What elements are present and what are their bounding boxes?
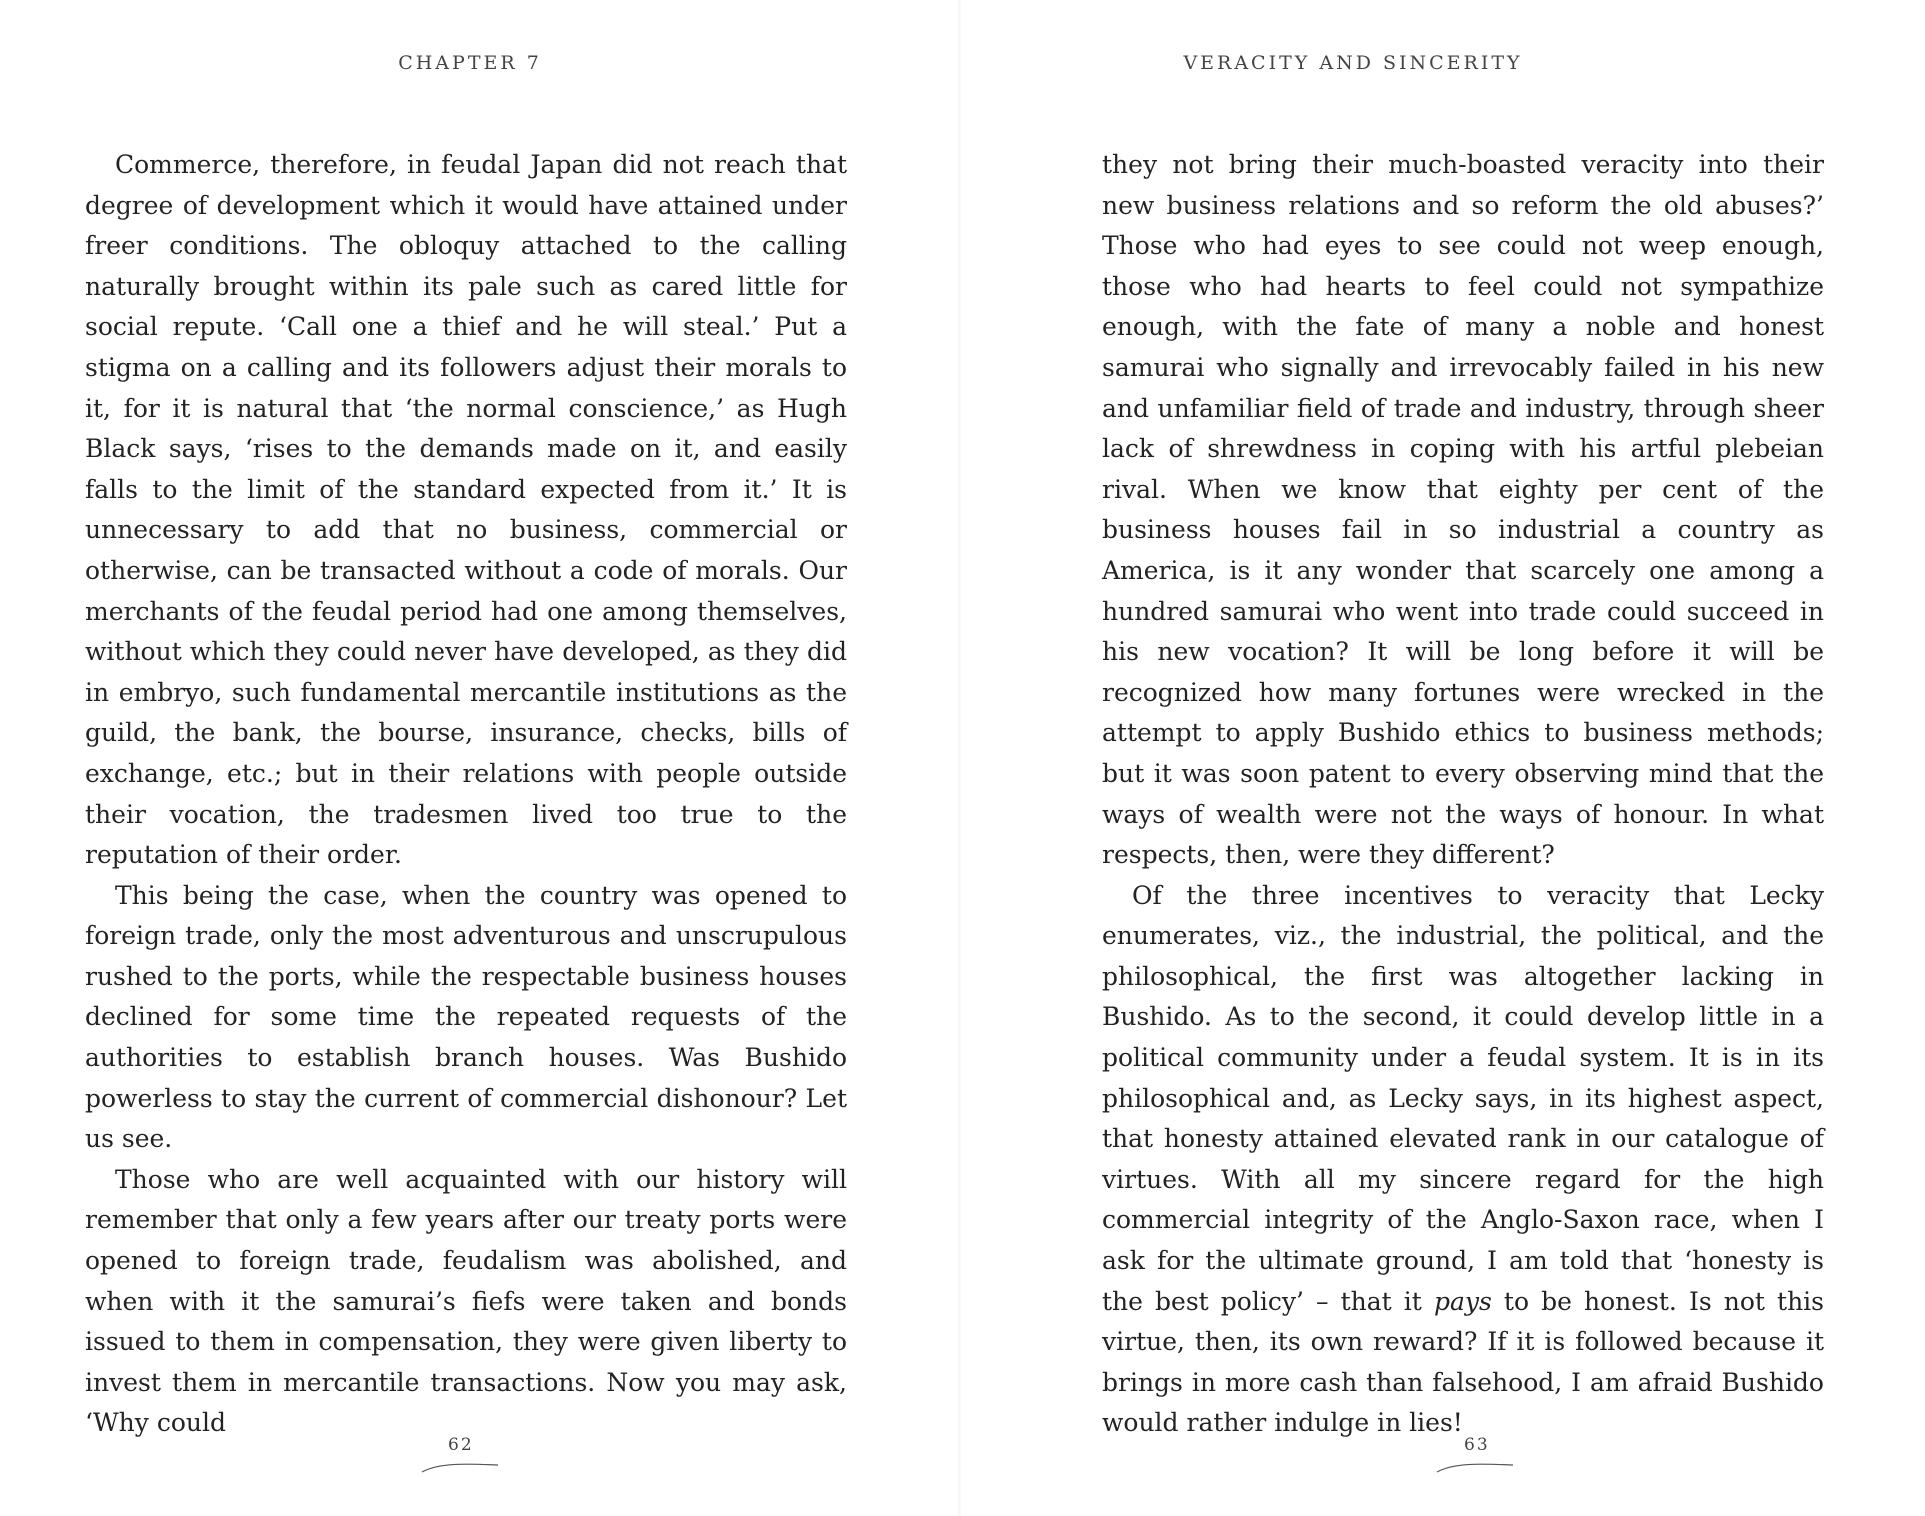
paragraph: they not bring their much-boasted veracity into their new business relations and so reform the old abuses?’ Those who had eyes to see could not weep enough, those who had hearts to feel could not sympathize enough, with the fate of many a noble and honest samurai who signally and irrevocably failed in his new and unfamiliar field of trade and industry, through sheer lack of shrewdness in coping with his artful plebeian rival. When we know that eighty per cent of the business houses fail in so industrial a country as America, is it any wonder that scarcely one among a hundred samurai who went into trade could succeed in his new vocation? It will be long before it will be recognized how many fortunes were wrecked in the attempt to apply Bushido ethics to business methods; but it was soon patent to every observing mind that the ways of wealth were not the ways of honour. In what respects, then, were they different? [1102,150,1824,870]
text-run: Of the three incentives to veracity that Lecky enumerates, viz., the industrial, the political, and the philosophical, the first was altogether lacking in Bushido. As to the second, it could develop little in a political community under a feudal system. It is in its philosophical and, as Lecky says, in its highest aspect, that honesty attained elevated rank in our catalogue of virtues. With all my sincere regard for the high commercial integrity of the Anglo-Saxon race, when I ask for the ultimate ground, I am told that ‘honesty is the best policy’ – that it [1102,880,1824,1316]
paragraph: Those who are well acquainted with our history will remember that only a few years after our treaty ports were opened to foreign trade, feudalism was abolished, and when with it the samurai’s fiefs were taken and bonds issued to them in compensation, they were given liberty to invest them in mercantile transactions. Now you may ask, ‘Why could [85,1164,847,1438]
paragraph [1102,876,1824,1444]
right-text-block [1102,145,1824,1444]
page-number-left: 62 [448,1435,474,1455]
italic-word: pays [1433,1286,1492,1316]
paragraph: Commerce, therefore, in feudal Japan did not reach that degree of development which it would have attained under freer conditions. The obloquy attached to the calling naturally brought within its pale such as cared little for social repute. ‘Call one a thief and he will steal.’ Put a stigma on a calling and its followers adjust their morals to it, for it is natural that ‘the normal conscience,’ as Hugh Black says, ‘rises to the demands made on it, and easily falls to the limit of the standard expected from it.’ It is unnecessary to add that no business, commercial or otherwise, can be transacted without a code of morals. Our merchants of the feudal period had one among themselves, without which they could never have developed, as they did in embryo, such fundamental mercantile institutions as the guild, the bank, the bourse, insurance, checks, bills of exchange, etc.; but in their relations with people outside their vocation, the tradesmen lived too true to the reputation of their order. [85,150,847,870]
right-page [960,0,1925,1516]
left-text-block [85,145,847,1444]
paragraph: This being the case, when the country was opened to foreign trade, only the most adventurous and unscrupulous rushed to the ports, while the respectable business houses declined for some time the repeated requests of the authorities to establish branch houses. Was Bushido powerless to stay the current of commercial dishonour? Let us see. [85,880,847,1154]
running-head-right: VERACITY AND SINCERITY [1183,52,1523,74]
text-run: to be honest. Is not this virtue, then, its own reward? If it is followed because it brings in more cash than falsehood, I am afraid Bushido would rather indulge in lies! [1102,1286,1825,1438]
left-page [0,0,960,1516]
folio-flourish-icon [1435,1460,1515,1476]
folio-flourish-icon [420,1460,500,1476]
running-head-left: CHAPTER 7 [398,52,542,74]
page-number-right: 63 [1464,1435,1490,1455]
